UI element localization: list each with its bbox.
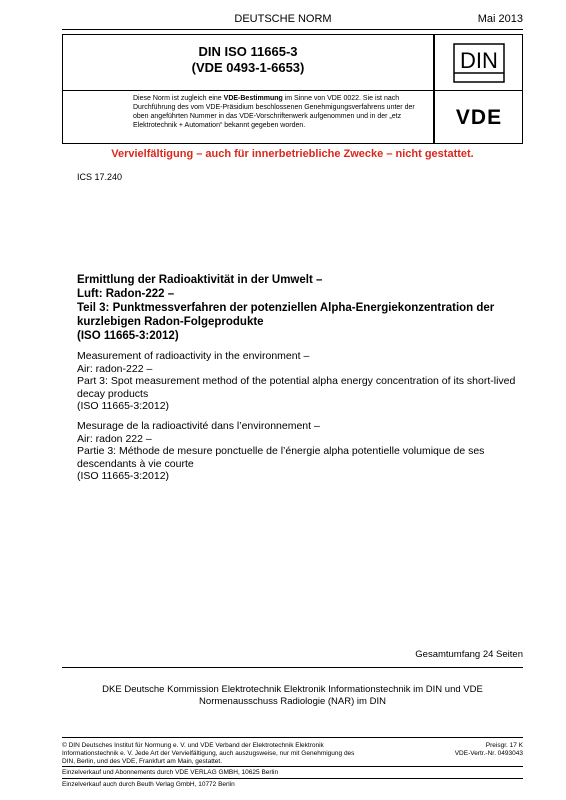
german-title-line: Ermittlung der Radioaktivität in der Umwelt – [77, 274, 323, 286]
french-title-line: Partie 3: Méthode de mesure ponctuelle de l’énergie alpha potentielle volumique de ses descendants à vie courte [77, 445, 485, 470]
header-divider [62, 29, 523, 30]
french-title-line: Air: radon 222 – [77, 432, 152, 445]
vde-logo [446, 106, 512, 128]
notice-text-end: im Sinne von VDE 0022. Sie ist nach Durchführung des vom VDE-Präsidium beschlossenen Genehmigungsverfahrens unter der oben angeführten Nummer in das VDE-Vorschriftenwerk aufgenommen und in der „etz Elektrotechnik + Automation“ bekannt gegeben worden. [133, 95, 415, 129]
english-title [77, 350, 523, 413]
german-title-line: (ISO 11665-3:2012) [77, 330, 179, 342]
vde-logo-box [434, 90, 523, 144]
standard-number-box [62, 34, 434, 91]
din-logo-box [434, 34, 523, 91]
english-title-line: Part 3: Spot measurement method of the potential alpha energy concentration of its short-lived decay products [77, 375, 516, 400]
ics-code: ICS 17.240 [77, 172, 123, 182]
din-number: DIN ISO 11665-3 [198, 44, 298, 59]
price-info [455, 742, 523, 758]
dke-line: Normenausschuss Radiologie (NAR) im DIN [199, 696, 386, 707]
english-title-line: Measurement of radioactivity in the environment – [77, 350, 310, 362]
notice-text-start: Diese Norm ist zugleich eine [133, 95, 224, 102]
vde-notice [62, 90, 434, 144]
vde-order-number: VDE-Vertr.-Nr. 0493043 [454, 749, 523, 757]
german-title-line: Teil 3: Punktmessverfahren der potenziellen Alpha-Energiekonzentration der kurzlebigen Radon-Folgeprodukte [77, 302, 495, 328]
sales-info-vde: Einzelverkauf und Abonnements durch VDE VERLAG GMBH, 10625 Berlin [62, 769, 279, 776]
dke-committee [62, 684, 523, 708]
english-title-line: Air: radon-222 – [77, 362, 153, 375]
footer-inner-divider-2 [62, 778, 523, 779]
french-title-line: (ISO 11665-3:2012) [77, 470, 170, 483]
german-title [77, 273, 523, 343]
total-divider [62, 667, 523, 668]
norm-label: DEUTSCHE NORM [234, 13, 332, 25]
publication-date: Mai 2013 [477, 13, 523, 25]
price-group: Preisgr. 17 K [485, 742, 523, 749]
vde-logo-text: VDE [455, 106, 502, 128]
copyright-notice: © DIN Deutsches Institut für Normung e. V. und VDE Verband der Elektrotechnik Elektronik Informationstechnik e. V. Jede Art der Vervielfältigung, auch auszugsweise, nur mit Genehmigung des DIN, Berlin, und des VDE, Frankfurt am Main, gestattet. [62, 742, 355, 765]
total-pages: Gesamtumfang 24 Seiten [415, 649, 523, 660]
english-title-line: (ISO 11665-3:2012) [77, 400, 170, 413]
copy-warning: Vervielfältigung – auch für innerbetriebliche Zwecke – nicht gestattet. [111, 148, 474, 160]
dke-line: DKE Deutsche Kommission Elektrotechnik Elektronik Informationstechnik im DIN und VDE [102, 684, 483, 695]
footer-inner-divider [62, 766, 523, 767]
german-title-line: Luft: Radon-222 – [77, 288, 175, 300]
footer-divider [62, 737, 523, 738]
notice-text-bold: VDE-Bestimmung [223, 95, 283, 102]
din-logo [453, 43, 505, 83]
sales-info-beuth: Einzelverkauf auch durch Beuth Verlag GmbH, 10772 Berlin [62, 781, 235, 788]
french-title-line: Mesurage de la radioactivité dans l’environnement – [77, 420, 320, 432]
french-title [77, 420, 523, 483]
din-logo-text: DIN [459, 47, 498, 73]
vde-number: (VDE 0493-1-6653) [191, 60, 305, 75]
